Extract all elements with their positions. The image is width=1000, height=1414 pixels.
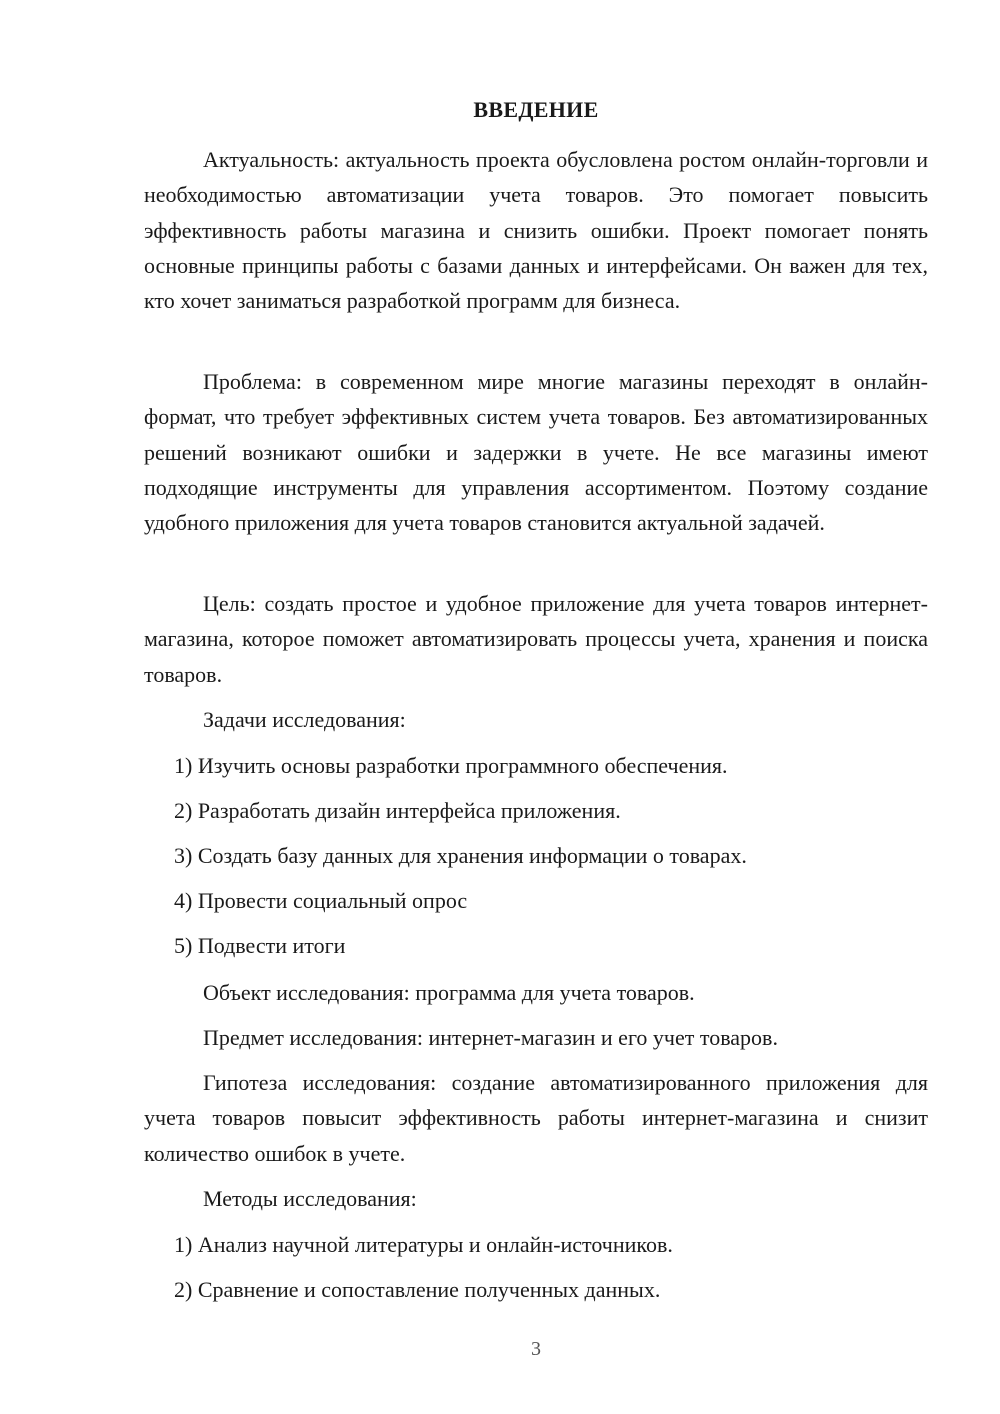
task-item: 1) Изучить основы разработки программного обеспечения.	[174, 753, 728, 778]
task-item: 3) Создать базу данных для хранения информации о товарах.	[174, 843, 747, 868]
paragraph-subject: Предмет исследования: интернет-магазин и его учет товаров.	[203, 1025, 778, 1050]
paragraph-object: Объект исследования: программа для учета товаров.	[203, 980, 695, 1005]
method-item: 2) Сравнение и сопоставление полученных данных.	[174, 1277, 661, 1302]
task-item: 4) Провести социальный опрос	[174, 888, 468, 913]
method-item: 1) Анализ научной литературы и онлайн-источников.	[174, 1232, 673, 1257]
page-title: ВВЕДЕНИЕ	[473, 97, 599, 122]
task-item: 2) Разработать дизайн интерфейса приложения.	[174, 798, 621, 823]
paragraph-problem: Проблема: в современном мире многие магазины переходят в онлайн-формат, что требует эффективных систем учета товаров. Без автоматизированных решений возникают ошибки и задержки в учете. Не все магазины имеют подходящие инструменты для управления ассортиментом. Поэтому создание удобного приложения для учета товаров становится актуальной задачей.	[144, 369, 928, 536]
page-number: 3	[531, 1338, 541, 1360]
tasks-heading: Задачи исследования:	[203, 707, 406, 732]
methods-heading: Методы исследования:	[203, 1186, 417, 1211]
paragraph-relevance: Актуальность: актуальность проекта обусловлена ростом онлайн-торговли и необходимостью автоматизации учета товаров. Это помогает повысить эффективность работы магазина и снизить ошибки. Проект помогает понять основные принципы работы с базами данных и интерфейсами. Он важен для тех, кто хочет заниматься разработкой программ для бизнеса.	[144, 147, 928, 314]
task-item: 5) Подвести итоги	[174, 933, 346, 958]
paragraph-hypothesis: Гипотеза исследования: создание автоматизированного приложения для учета товаров повысит эффективность работы интернет-магазина и снизит количество ошибок в учете.	[144, 1070, 928, 1166]
paragraph-goal: Цель: создать простое и удобное приложение для учета товаров интернет-магазина, которое поможет автоматизировать процессы учета, хранения и поиска товаров.	[144, 591, 928, 687]
